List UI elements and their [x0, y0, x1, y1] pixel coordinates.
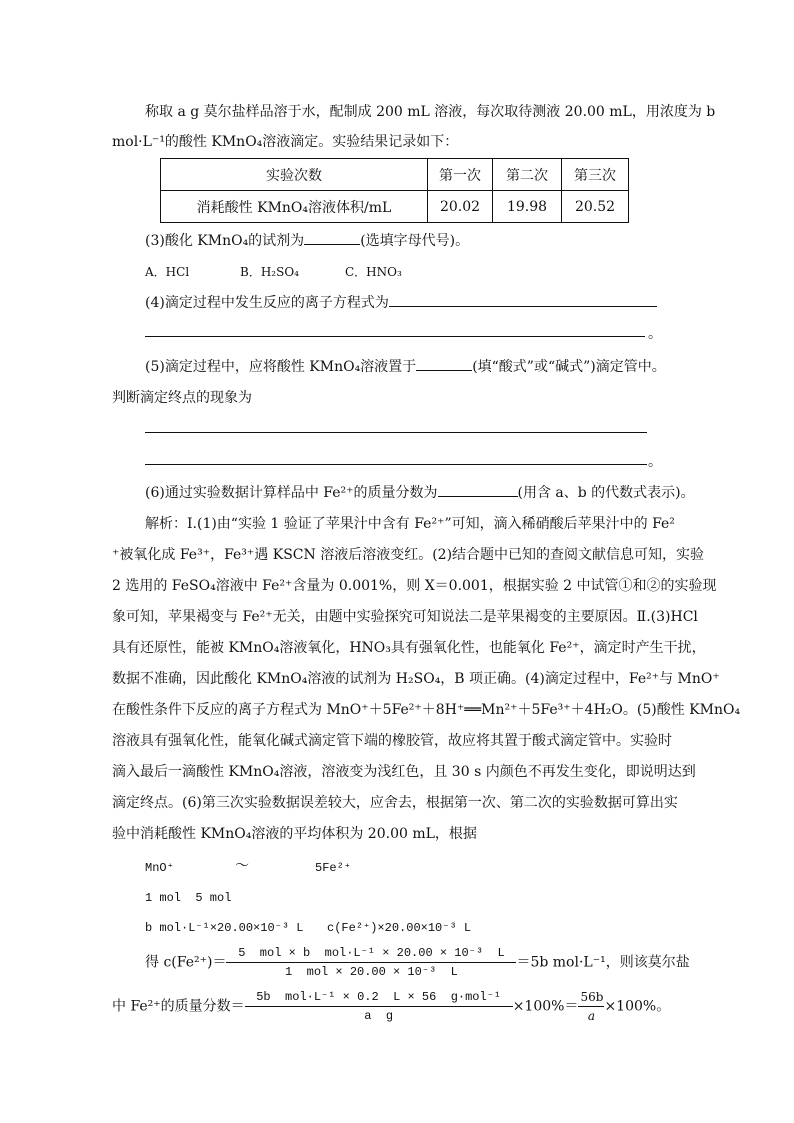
table-header: 第三次 [562, 159, 629, 191]
question-5 [145, 356, 666, 377]
calc-conc-suffix: ＝5b mol·L⁻¹，则该莫尔盐 [516, 954, 690, 971]
q3-suffix: (选填字母代号)。 [360, 233, 470, 249]
table-row [161, 191, 629, 223]
option-b: B．H₂SO₄ [240, 265, 299, 279]
answer-line[interactable] [145, 464, 647, 465]
fraction-numerator: 56b [578, 988, 604, 1007]
table-cell: 19.98 [493, 191, 562, 223]
fraction-denominator: 1 mol × 20.00 × 10⁻³ L [285, 965, 458, 979]
table-header: 第一次 [428, 159, 493, 191]
q6-suffix: (用含 a、b 的代数式表示)。 [517, 485, 695, 501]
table-cell: 20.02 [428, 191, 493, 223]
answer-blank[interactable] [389, 292, 657, 307]
question-3 [145, 230, 469, 251]
option-a: A．HCl [145, 265, 190, 279]
analysis-line: 在酸性条件下反应的离子方程式为 MnO⁺＋5Fe²⁺＋8H⁺══Mn²⁺＋5Fe³⁺＋4H₂O。(5)酸性 KMnO₄ [112, 702, 741, 718]
intro-line-1: 称取 a g 莫尔盐样品溶于水，配制成 200 mL 溶液，每次取待测液 20.00 mL，用浓度为 b [145, 104, 716, 120]
calc-mass-prefix: 中 Fe²⁺的质量分数＝ [112, 998, 245, 1015]
q3-prefix: (3)酸化 KMnO₄的试剂为 [145, 233, 305, 249]
fraction [578, 988, 604, 1025]
fraction-numerator: 5 mol × b mol·L⁻¹ × 20.00 × 10⁻³ L [226, 944, 516, 963]
calc-mass-fraction [112, 988, 670, 1025]
fraction [245, 988, 513, 1025]
question-4 [145, 292, 657, 313]
q5-prefix: (5)滴定过程中，应将酸性 KMnO₄溶液置于 [145, 359, 417, 375]
results-table [160, 158, 629, 223]
answer-blank[interactable] [438, 482, 518, 497]
calc-mass-mid: ×100%＝ [512, 998, 579, 1015]
analysis-line: ⁺被氧化成 Fe³⁺，Fe³⁺遇 KSCN 溶液后溶液变红。(2)结合题中已知的查阅文献信息可知，实验 [112, 547, 705, 563]
analysis-line: 象可知，苹果褐变与 Fe²⁺无关，由题中实验探究可知说法二是苹果褐变的主要原因。Ⅱ.(3)HCl [112, 609, 698, 625]
calc-amount-left: b mol·L⁻¹×20.00×10⁻³ L [145, 921, 304, 935]
answer-blank[interactable] [304, 230, 360, 245]
table-header: 实验次数 [161, 159, 428, 191]
analysis-line: 滴入最后一滴酸性 KMnO₄溶液，溶液变为浅红色，且 30 s 内颜色不再发生变化，即说明达到 [112, 764, 696, 780]
question-6 [145, 482, 695, 503]
q5-suffix: (填“酸式”或“碱式”)滴定管中。 [472, 359, 666, 375]
calc-mass-end: ×100%。 [604, 998, 671, 1015]
analysis-line: 验中消耗酸性 KMnO₄溶液的平均体积为 20.00 mL，根据 [112, 826, 477, 842]
analysis-line: 解析：Ⅰ.(1)由“实验 1 验证了苹果汁中含有 Fe²⁺”可知，滴入稀硝酸后苹果汁中的 Fe² [145, 516, 675, 532]
calc-mol-ratio: 1 mol 5 mol [145, 891, 232, 905]
answer-blank[interactable] [416, 356, 472, 371]
fraction-denominator: a [587, 1009, 596, 1023]
q4-prefix: (4)滴定过程中发生反应的离子方程式为 [145, 295, 389, 311]
calc-amount-right: c(Fe²⁺)×20.00×10⁻³ L [327, 921, 472, 935]
fraction-numerator: 5b mol·L⁻¹ × 0.2 L × 56 g·mol⁻¹ [245, 988, 513, 1007]
table-header: 第二次 [493, 159, 562, 191]
analysis-line: 具有还原性，能被 KMnO₄溶液氧化，HNO₃具有强氧化性，也能氧化 Fe²⁺，滴定时产生干扰， [112, 640, 706, 656]
fraction-denominator: a g [364, 1009, 394, 1023]
answer-line[interactable] [145, 432, 647, 433]
q5-line-2: 判断滴定终点的现象为 [112, 390, 252, 406]
calc-fe: 5Fe²⁺ [315, 861, 352, 875]
calc-concentration [145, 944, 690, 981]
table-row [161, 159, 629, 191]
fraction [226, 944, 516, 981]
intro-line-2: mol·L⁻¹的酸性 KMnO₄溶液滴定。实验结果记录如下： [112, 134, 459, 150]
q6-prefix: (6)通过实验数据计算样品中 Fe²⁺的质量分数为 [145, 485, 438, 501]
table-cell: 20.52 [562, 191, 629, 223]
analysis-line: 数据不准确，因此酸化 KMnO₄溶液的试剂为 H₂SO₄，B 项正确。(4)滴定过程中，Fe²⁺与 MnO⁺ [112, 671, 720, 687]
table-row-label: 消耗酸性 KMnO₄溶液体积/mL [161, 191, 428, 223]
calc-mno: MnO⁺ [145, 861, 174, 875]
q5-end: 。 [648, 454, 662, 470]
analysis-line: 2 选用的 FeSO₄溶液中 Fe²⁺含量为 0.001%，则 X＝0.001，根据实验 2 中试管①和②的实验现 [112, 578, 717, 594]
q4-end: 。 [648, 326, 662, 342]
answer-line[interactable] [145, 336, 645, 337]
analysis-line: 溶液具有强氧化性，能氧化碱式滴定管下端的橡胶管，故应将其置于酸式滴定管中。实验时 [112, 733, 672, 749]
option-c: C．HNO₃ [345, 265, 402, 279]
calc-tilde: ～ [235, 858, 249, 874]
calc-conc-prefix: 得 c(Fe²⁺)＝ [145, 954, 227, 971]
analysis-line: 滴定终点。(6)第三次实验数据误差较大，应舍去，根据第一次、第二次的实验数据可算出实 [112, 795, 678, 811]
